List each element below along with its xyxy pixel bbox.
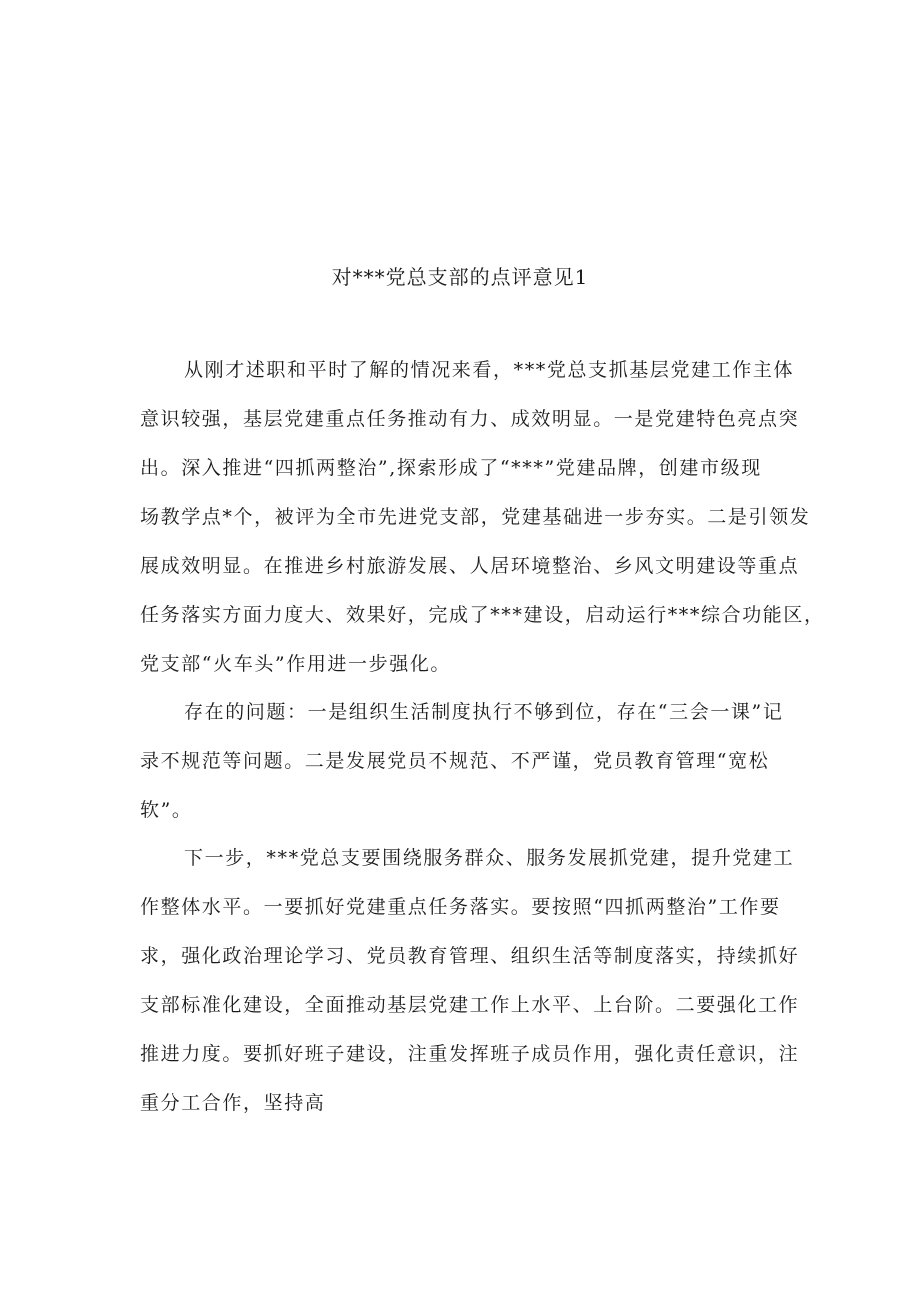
paragraph-line: 求，强化政治理论学习、党员教育管理、组织生活等制度落实，持续抓好 bbox=[140, 945, 800, 967]
paragraph-line: 任务落实方面力度大、效果好，完成了***建设，启动运行***综合功能区， bbox=[140, 604, 825, 626]
paragraph-line: 支部标准化建设，全面推动基层党建工作上水平、上台阶。二要强化工作 bbox=[140, 994, 800, 1016]
paragraph-line: 录不规范等问题。二是发展党员不规范、不严谨，党员教育管理“宽松 bbox=[140, 750, 770, 772]
paragraph-line: 党支部“火车头”作用进一步强化。 bbox=[140, 653, 452, 675]
paragraph-line: 意识较强，基层党建重点任务推动有力、成效明显。一是党建特色亮点突 bbox=[140, 408, 800, 430]
paragraph-line: 重分工合作，坚持高 bbox=[140, 1092, 326, 1114]
paragraph-line: 从刚才述职和平时了解的情况来看，***党总支抓基层党建工作主体 bbox=[184, 359, 795, 381]
paragraph-line: 展成效明显。在推进乡村旅游发展、人居环境整治、乡风文明建设等重点 bbox=[140, 555, 800, 577]
paragraph-line: 场教学点*个，被评为全市先进党支部，党建基础进一步夯实。二是引领发 bbox=[140, 506, 811, 528]
paragraph-line: 软”。 bbox=[140, 799, 193, 821]
paragraph-line: 存在的问题：一是组织生活制度执行不够到位，存在“三会一课”记 bbox=[184, 701, 784, 723]
paragraph-line: 推进力度。要抓好班子建设，注重发挥班子成员作用，强化责任意识，注 bbox=[140, 1043, 800, 1065]
paragraph-line: 出。深入推进“四抓两整治”,探索形成了“***”党建品牌，创建市级现 bbox=[140, 457, 762, 479]
paragraph-line: 作整体水平。一要抓好党建重点任务落实。要按照“四抓两整治”工作要 bbox=[140, 896, 781, 918]
document-title: 对***党总支部的点评意见1 bbox=[331, 265, 589, 289]
paragraph-line: 下一步，***党总支要围绕服务群众、服务发展抓党建，提升党建工 bbox=[184, 847, 795, 869]
